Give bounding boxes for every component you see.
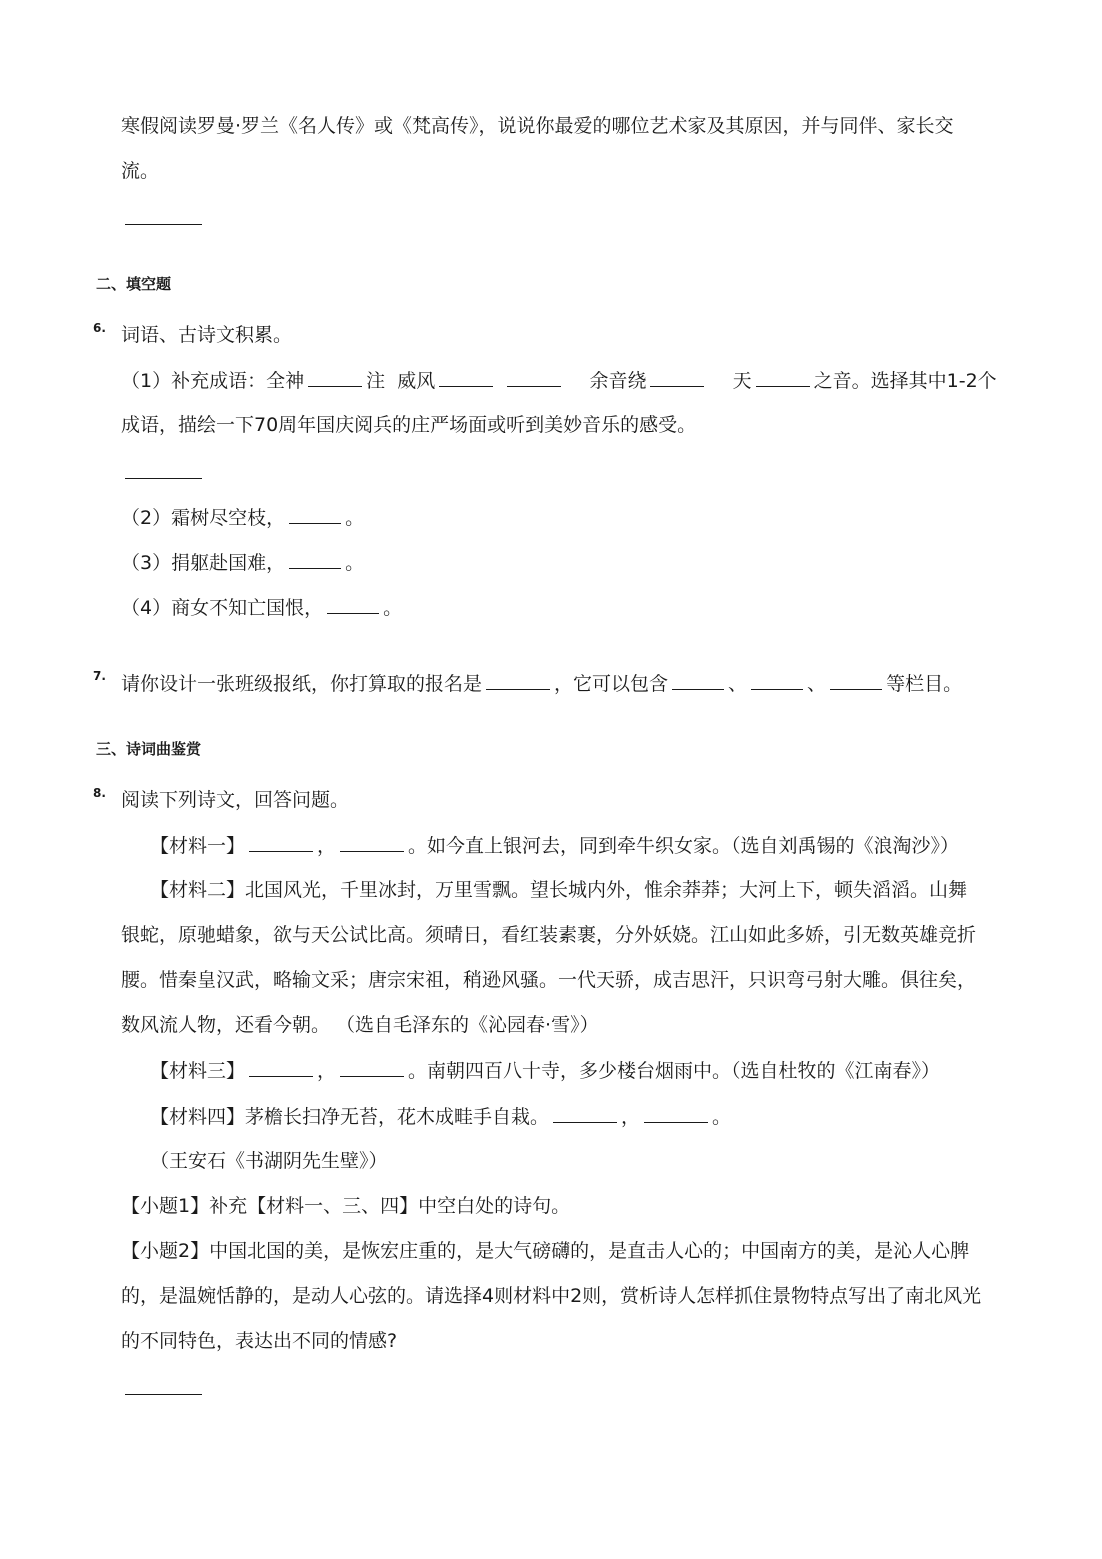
comma: ， bbox=[317, 1060, 337, 1082]
period: 。 bbox=[712, 1106, 732, 1128]
period: 。 bbox=[383, 597, 403, 619]
intro-line-2: 流。 bbox=[121, 160, 160, 182]
q6-part1-text: 威风 bbox=[397, 370, 436, 392]
material-4 bbox=[150, 1104, 731, 1129]
material-2-line-2: 银蛇，原驰蜡象，欲与天公试比高。须晴日，看红装素裹，分外妖娆。江山如此多娇，引无数英雄竞折 bbox=[121, 924, 977, 946]
fill-blank[interactable] bbox=[830, 671, 882, 690]
subquestion-2-line-1: 【小题2】中国北国的美，是恢宏庄重的，是大气磅礴的，是直击人心的；中国南方的美，是沁人心脾 bbox=[121, 1240, 970, 1262]
fill-blank[interactable] bbox=[751, 671, 803, 690]
q6-part4 bbox=[121, 595, 402, 620]
material-4-source: （王安石《书湖阴先生壁》） bbox=[150, 1150, 388, 1172]
q7-text: 请你设计一张班级报纸，你打算取的报名是 bbox=[121, 673, 483, 695]
question-stem: 词语、古诗文积累。 bbox=[121, 324, 293, 346]
q6-part1-text: 注 bbox=[366, 370, 386, 392]
fill-blank[interactable] bbox=[340, 833, 404, 852]
q6-part2-text: （2）霜树尽空枝， bbox=[121, 507, 286, 529]
separator: 、 bbox=[807, 673, 827, 695]
q6-part3 bbox=[121, 550, 364, 575]
fill-blank[interactable] bbox=[289, 550, 341, 569]
period: 。 bbox=[345, 507, 365, 529]
q6-part1-text: 之音。选择其中1-2个 bbox=[813, 370, 997, 392]
q7-line bbox=[121, 671, 962, 696]
material-label: 【材料三】 bbox=[150, 1060, 246, 1082]
q7-text: ，它可以包含 bbox=[554, 673, 669, 695]
material-label: 【材料一】 bbox=[150, 835, 246, 857]
fill-blank[interactable] bbox=[327, 595, 379, 614]
q6-part4-text: （4）商女不知亡国恨， bbox=[121, 597, 324, 619]
answer-line[interactable] bbox=[125, 478, 202, 479]
q7-text: 等栏目。 bbox=[886, 673, 963, 695]
material-text: 。如今直上银河去，同到牵牛织女家。（选自刘禹锡的《浪淘沙》） bbox=[408, 835, 960, 857]
question-number: 6. bbox=[93, 321, 106, 335]
q6-part3-text: （3）捐躯赴国难， bbox=[121, 552, 286, 574]
fill-blank[interactable] bbox=[439, 368, 493, 387]
section-title: 二、填空题 bbox=[96, 275, 172, 293]
material-text: 。南朝四百八十寺，多少楼台烟雨中。（选自杜牧的《江南春》） bbox=[408, 1060, 941, 1082]
fill-blank[interactable] bbox=[672, 671, 724, 690]
q6-part2 bbox=[121, 505, 364, 530]
fill-blank[interactable] bbox=[756, 368, 810, 387]
answer-line[interactable] bbox=[125, 224, 202, 225]
section-title: 三、诗词曲鉴赏 bbox=[96, 740, 202, 758]
material-3 bbox=[150, 1058, 940, 1083]
comma: ， bbox=[317, 835, 337, 857]
material-2-line-1: 【材料二】北国风光，千里冰封，万里雪飘。望长城内外，惟余莽莽；大河上下，顿失滔滔。山舞 bbox=[150, 879, 968, 901]
q6-part1-text: 余音绕 bbox=[589, 370, 647, 392]
fill-blank[interactable] bbox=[249, 1058, 313, 1077]
fill-blank[interactable] bbox=[553, 1104, 617, 1123]
answer-line[interactable] bbox=[125, 1394, 202, 1395]
intro-line-1: 寒假阅读罗曼·罗兰《名人传》或《梵高传》，说说你最爱的哪位艺术家及其原因，并与同伴、家长交 bbox=[121, 115, 954, 137]
material-2-line-3: 腰。惜秦皇汉武，略输文采；唐宗宋祖，稍逊风骚。一代天骄，成吉思汗，只识弯弓射大雕。俱往矣， bbox=[121, 969, 977, 991]
fill-blank[interactable] bbox=[289, 505, 341, 524]
fill-blank[interactable] bbox=[308, 368, 362, 387]
fill-blank[interactable] bbox=[486, 671, 550, 690]
fill-blank[interactable] bbox=[507, 368, 561, 387]
fill-blank[interactable] bbox=[644, 1104, 708, 1123]
question-stem: 阅读下列诗文，回答问题。 bbox=[121, 789, 350, 811]
material-1 bbox=[150, 833, 959, 858]
comma: ， bbox=[621, 1106, 641, 1128]
q6-part1-line2: 成语，描绘一下70周年国庆阅兵的庄严场面或听到美妙音乐的感受。 bbox=[121, 414, 697, 436]
material-2-line-4: 数风流人物，还看今朝。 （选自毛泽东的《沁园春·雪》） bbox=[121, 1014, 599, 1036]
material-text: 【材料四】茅檐长扫净无苔，花木成畦手自栽。 bbox=[150, 1106, 550, 1128]
subquestion-1: 【小题1】补充【材料一、三、四】中空白处的诗句。 bbox=[121, 1195, 571, 1217]
q6-part1-line1 bbox=[121, 368, 997, 393]
fill-blank[interactable] bbox=[650, 368, 704, 387]
q6-part1-text: （1）补充成语：全神 bbox=[121, 370, 305, 392]
question-number: 8. bbox=[93, 786, 106, 800]
period: 。 bbox=[345, 552, 365, 574]
fill-blank[interactable] bbox=[340, 1058, 404, 1077]
separator: 、 bbox=[728, 673, 748, 695]
fill-blank[interactable] bbox=[249, 833, 313, 852]
subquestion-2-line-2: 的，是温婉恬静的，是动人心弦的。请选择4则材料中2则，赏析诗人怎样抓住景物特点写出了南北风光 bbox=[121, 1285, 982, 1307]
question-number: 7. bbox=[93, 669, 106, 683]
q6-part1-text: 天 bbox=[732, 370, 752, 392]
subquestion-2-line-3: 的不同特色，表达出不同的情感? bbox=[121, 1330, 398, 1352]
